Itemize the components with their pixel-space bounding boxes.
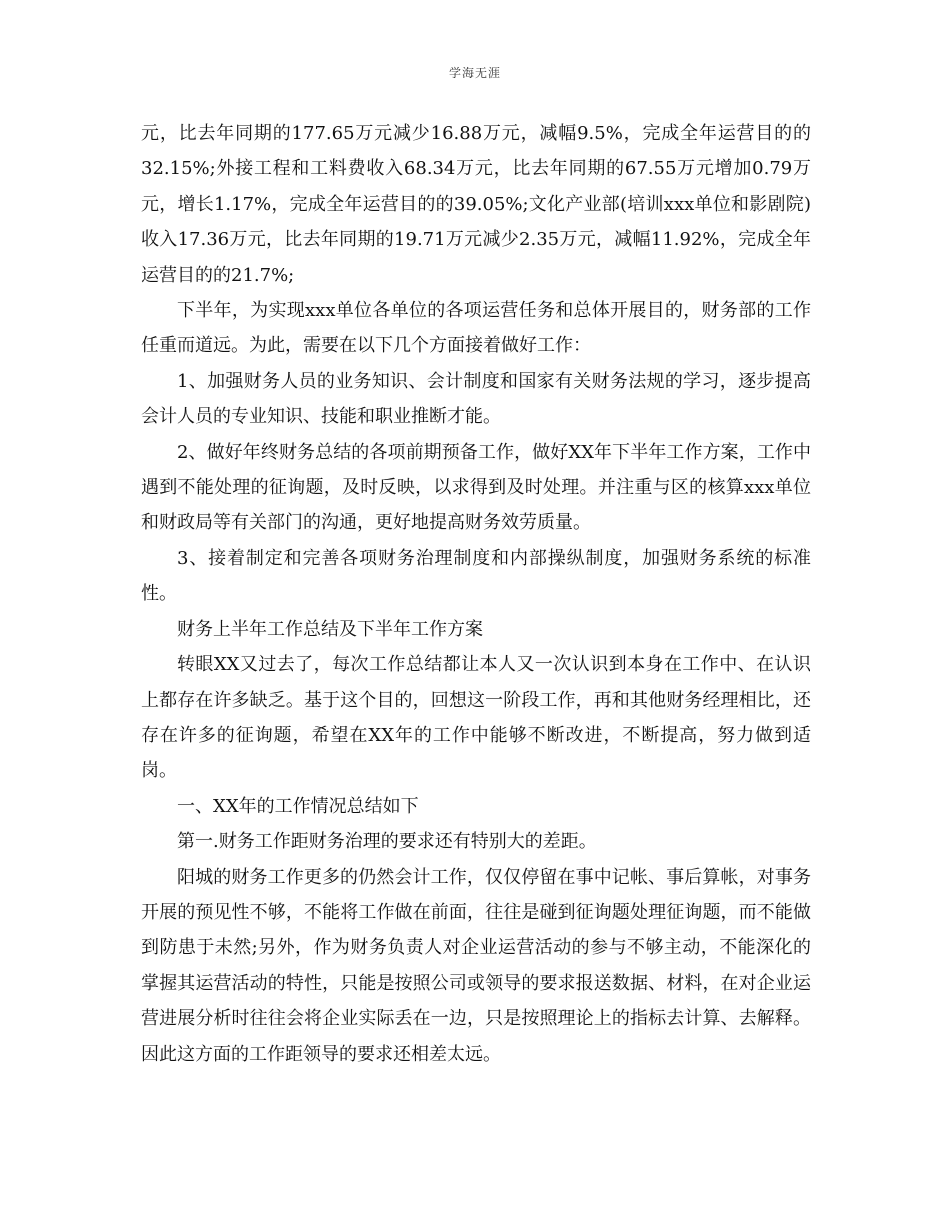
paragraph-item-3: 3、接着制定和完善各项财务治理制度和内部操纵制度，加强财务系统的标准性。	[141, 547, 811, 605]
paragraph-point-one-detail: 阳城的财务工作更多的仍然会计工作，仅仅停留在事中记帐、事后算帐，对事务开展的预见性不够，不能将工作做在前面，往往是碰到征询题处理征询题，而不能做到防患于未然;另外，作为财务负责人对企业运营活动的参与不够主动，不能深化的掌握其运营活动的特性，只能是按照公司或领导的要求报送数据、材料，在对企业运营进展分析时往往会将企业实际丢在一边，只是按照理论上的指标去计算、去解释。因此这方面的工作距领导的要求还相差太远。	[141, 866, 811, 1065]
paragraph-revenue-figures: 元，比去年同期的177.65万元减少16.88万元，减幅9.5%，完成全年运营目的的32.15%;外接工程和工料费收入68.34万元，比去年同期的67.55万元增加0.79万元，增长1.17%，完成全年运营目的的39.05%;文化产业部(培训xxx单位和影剧院)收入17.36万元，比去年同期的19.71万元减少2.35万元，减幅11.92%，完成全年运营目的的21.7%;	[141, 123, 811, 286]
paragraph-reflection: 转眼XX又过去了，每次工作总结都让本人又一次认识到本身在工作中、在认识上都存在许多缺乏。基于这个目的，回想这一阶段工作，再和其他财务经理相比，还存在许多的征询题，希望在XX年的工作中能够不断改进，不断提高，努力做到适岗。	[141, 654, 811, 782]
heading-point-one: 第一.财务工作距财务治理的要求还有特别大的差距。	[177, 831, 597, 853]
paragraph-item-2: 2、做好年终财务总结的各项前期预备工作，做好XX年下半年工作方案，工作中遇到不能处理的征询题，及时反映，以求得到及时处理。并注重与区的核算xxx单位和财政局等有关部门的沟通，更好地提高财务效劳质量。	[141, 441, 811, 534]
running-header: 学海无涯	[448, 66, 501, 80]
paragraph-second-half-intro: 下半年，为实现xxx单位各单位的各项运营任务和总体开展目的，财务部的工作任重而道远。为此，需要在以下几个方面接着做好工作：	[141, 300, 811, 357]
paragraph-item-1: 1、加强财务人员的业务知识、会计制度和国家有关财务法规的学习，逐步提高会计人员的专业知识、技能和职业推断才能。	[141, 370, 811, 428]
heading-work-summary: 一、XX年的工作情况总结如下	[177, 795, 419, 817]
body-text	[141, 116, 811, 1072]
section-title: 财务上半年工作总结及下半年工作方案	[177, 618, 483, 640]
